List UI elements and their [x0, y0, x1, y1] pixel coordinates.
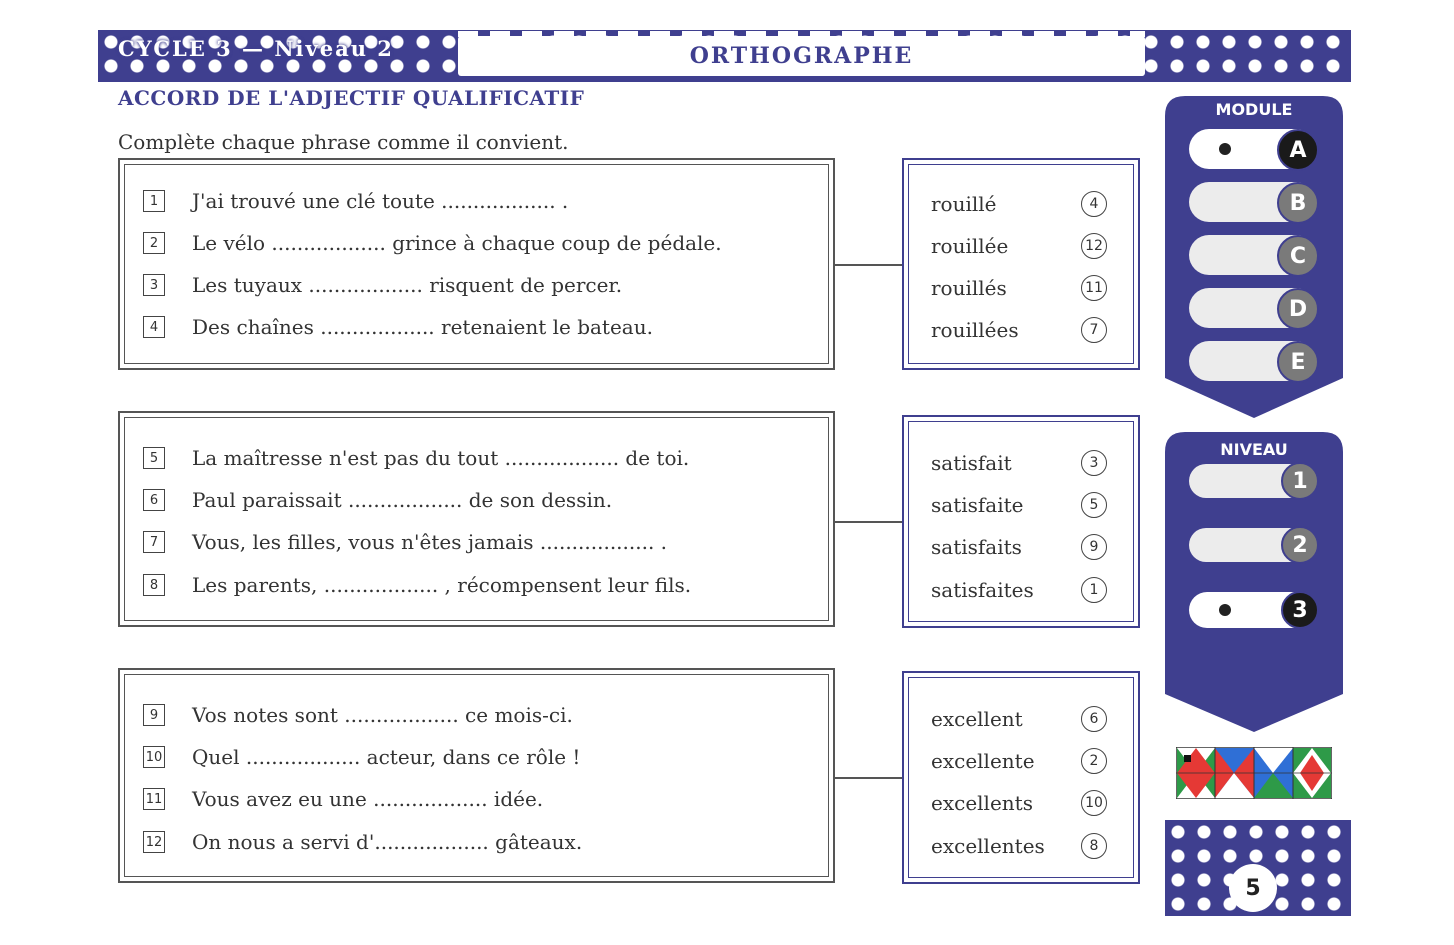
module-option-b[interactable]: [1189, 182, 1317, 222]
selected-dot-icon: [1219, 143, 1231, 155]
choice-box-1: [902, 158, 1140, 370]
page-number: 5: [1229, 864, 1277, 912]
choice-word: satisfaite: [931, 493, 1024, 517]
sentence-text: Vous, les filles, vous n'êtes jamais .................. .: [192, 530, 668, 554]
cycle-level-label: CYCLE 3 — Niveau 2: [118, 36, 394, 61]
sentence-number: 7: [143, 531, 165, 553]
module-panel: [1165, 96, 1343, 418]
sentence-row: [143, 315, 653, 339]
sentence-number: 4: [143, 316, 165, 338]
title-dash-border: [458, 31, 1145, 37]
level-badge: 2: [1281, 526, 1319, 564]
sentence-number: 5: [143, 447, 165, 469]
choice-word: excellents: [931, 791, 1033, 815]
selected-dot-icon: [1219, 604, 1231, 616]
choice-word: excellentes: [931, 834, 1045, 858]
choice-code: 2: [1081, 748, 1107, 774]
choice-box-3: [902, 671, 1140, 884]
choice-row: [931, 790, 1107, 816]
sentence-row: [143, 273, 622, 297]
subject-title-box: [458, 36, 1145, 76]
module-badge: C: [1277, 235, 1319, 277]
module-badge: A: [1277, 129, 1319, 171]
choice-word: satisfaits: [931, 535, 1022, 559]
section-title: ACCORD DE L'ADJECTIF QUALIFICATIF: [118, 86, 585, 110]
sentence-row: [143, 787, 543, 811]
connector-line: [835, 777, 903, 779]
choice-code: 9: [1081, 534, 1107, 560]
choice-word: rouillés: [931, 276, 1007, 300]
module-option-d[interactable]: [1189, 288, 1317, 328]
sentence-row: [143, 573, 691, 597]
choice-row: [931, 577, 1107, 603]
sentence-text: J'ai trouvé une clé toute .................. .: [192, 189, 569, 213]
instruction-text: Complète chaque phrase comme il convient.: [118, 130, 569, 154]
choice-row: [931, 191, 1107, 217]
choice-row: [931, 450, 1107, 476]
sentence-number: 3: [143, 274, 165, 296]
connector-line: [835, 521, 903, 523]
sentence-box-2: [118, 411, 835, 627]
choice-code: 3: [1081, 450, 1107, 476]
choice-row: [931, 833, 1107, 859]
module-title: MODULE: [1215, 100, 1293, 119]
module-option-a[interactable]: [1189, 129, 1317, 169]
sentence-box-1: [118, 158, 835, 370]
level-badge: 3: [1281, 591, 1319, 629]
sentence-row: [143, 745, 580, 769]
sentence-box-3: [118, 668, 835, 883]
sentence-text: On nous a servi d'.................. gâteaux.: [192, 830, 583, 854]
choice-row: [931, 233, 1107, 259]
choice-code: 10: [1081, 790, 1107, 816]
sentence-text: Paul paraissait .................. de son dessin.: [192, 488, 613, 512]
module-badge: B: [1277, 182, 1319, 224]
sentence-text: Les parents, .................. , récompensent leur fils.: [192, 573, 692, 597]
sentence-row: [143, 703, 573, 727]
sentence-text: Vous avez eu une .................. idée.: [192, 787, 544, 811]
choice-row: [931, 534, 1107, 560]
choice-word: excellente: [931, 749, 1035, 773]
choice-code: 4: [1081, 191, 1107, 217]
sentence-number: 8: [143, 574, 165, 596]
choice-code: 12: [1081, 233, 1107, 259]
subject-title: ORTHOGRAPHE: [689, 43, 914, 69]
sentence-text: Quel .................. acteur, dans ce rôle !: [192, 745, 581, 769]
level-panel: [1165, 432, 1343, 732]
choice-row: [931, 317, 1107, 343]
sentence-text: Vos notes sont .................. ce mois-ci.: [192, 703, 573, 727]
sentence-row: [143, 189, 568, 213]
connector-line: [835, 264, 903, 266]
sentence-text: La maîtresse n'est pas du tout .................. de toi.: [192, 446, 690, 470]
sentence-text: Les tuyaux .................. risquent de percer.: [192, 273, 623, 297]
sentence-row: [143, 231, 722, 255]
choice-box-2: [902, 415, 1140, 628]
module-badge: E: [1277, 341, 1319, 383]
sentence-number: 2: [143, 232, 165, 254]
choice-word: rouillé: [931, 192, 997, 216]
level-title: NIVEAU: [1220, 440, 1288, 459]
level-option-1[interactable]: [1189, 464, 1317, 498]
choice-code: 7: [1081, 317, 1107, 343]
sentence-number: 9: [143, 704, 165, 726]
choice-row: [931, 748, 1107, 774]
sentence-row: [143, 830, 582, 854]
choice-word: excellent: [931, 707, 1023, 731]
choice-code: 6: [1081, 706, 1107, 732]
choice-row: [931, 706, 1107, 732]
choice-row: [931, 275, 1107, 301]
choice-code: 11: [1081, 275, 1107, 301]
sentence-text: Le vélo .................. grince à chaque coup de pédale.: [192, 231, 722, 255]
choice-word: satisfaites: [931, 578, 1034, 602]
module-option-e[interactable]: [1189, 341, 1317, 381]
level-badge: 1: [1281, 462, 1319, 500]
choice-word: satisfait: [931, 451, 1012, 475]
sentence-text: Des chaînes .................. retenaient le bateau.: [192, 315, 653, 339]
choice-code: 5: [1081, 492, 1107, 518]
level-option-2[interactable]: [1189, 528, 1317, 562]
choice-word: rouillées: [931, 318, 1019, 342]
choice-word: rouillée: [931, 234, 1009, 258]
sentence-number: 10: [143, 746, 165, 768]
sentence-number: 11: [143, 788, 165, 810]
sentence-number: 1: [143, 190, 165, 212]
sentence-row: [143, 530, 667, 554]
choice-code: 8: [1081, 833, 1107, 859]
module-option-c[interactable]: [1189, 235, 1317, 275]
level-option-3[interactable]: [1189, 592, 1317, 628]
choice-row: [931, 492, 1107, 518]
sentence-row: [143, 488, 612, 512]
module-badge: D: [1277, 288, 1319, 330]
mosaic-pattern-icon: [1176, 747, 1332, 799]
choice-code: 1: [1081, 577, 1107, 603]
sentence-number: 6: [143, 489, 165, 511]
sentence-number: 12: [143, 831, 165, 853]
sentence-row: [143, 446, 689, 470]
